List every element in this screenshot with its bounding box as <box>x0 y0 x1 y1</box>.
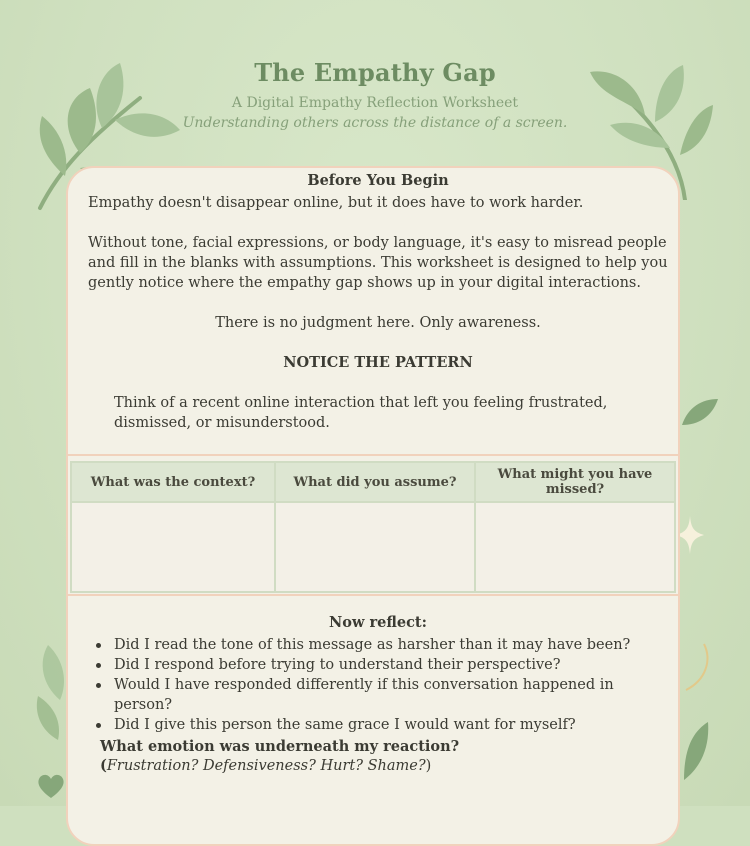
reflect-section <box>88 614 668 735</box>
intro-section <box>88 172 668 333</box>
emotion-examples <box>100 757 660 774</box>
list-item-text: Would I have responded differently if this conversation happened in person? <box>114 677 614 713</box>
emotion-examples-text: Frustration? Defensiveness? Hurt? Shame? <box>106 758 426 774</box>
list-item <box>94 675 668 715</box>
sparkle-icon <box>676 516 704 554</box>
leaf-shape <box>682 399 718 425</box>
reflection-table <box>70 461 676 593</box>
page-title: The Empathy Gap <box>254 58 496 87</box>
list-item-text: Did I read the tone of this message as harsher than it may have been? <box>114 637 631 653</box>
column-header-missed: What might you have missed? <box>475 462 675 502</box>
worksheet-header <box>0 58 750 131</box>
list-item <box>94 635 668 655</box>
list-item-text: Did I respond before trying to understand their perspective? <box>114 657 561 673</box>
bullet-icon <box>96 663 101 668</box>
list-item <box>94 655 668 675</box>
list-item <box>94 715 668 735</box>
leaf-shape <box>37 696 59 740</box>
close-paren: ) <box>425 758 432 774</box>
list-item-text: Did I give this person the same grace I would want for myself? <box>114 717 576 733</box>
intro-paragraph: Without tone, facial expressions, or body language, it's easy to misread people and fill in the blanks with assumptions. This worksheet is designed to help you gently notice where the empathy gap shows up in your digital interactions. <box>88 235 668 291</box>
column-header-assumption: What did you assume? <box>275 462 475 502</box>
intro-paragraph: There is no judgment here. Only awareness. <box>215 315 541 331</box>
worksheet-card <box>66 166 680 846</box>
bullet-icon <box>96 643 101 648</box>
reflect-heading: Now reflect: <box>329 614 427 631</box>
leaf-shape <box>684 722 708 780</box>
reflection-table-band <box>66 454 680 596</box>
table-header-row <box>71 462 675 502</box>
emotion-question: What emotion was underneath my reaction? <box>100 738 460 755</box>
open-paren: ( <box>100 757 107 774</box>
missed-cell[interactable] <box>475 502 675 592</box>
intro-heading: Before You Begin <box>307 172 449 189</box>
intro-paragraph: Empathy doesn't disappear online, but it does have to work harder. <box>88 195 584 211</box>
emotion-section <box>100 738 660 774</box>
leaf-branch-icon <box>680 640 720 780</box>
bullet-icon <box>96 723 101 728</box>
leaf-branch-icon <box>680 395 720 430</box>
notice-section <box>88 354 668 433</box>
page-subtitle: A Digital Empathy Reflection Worksheet <box>231 95 519 111</box>
reflect-list <box>88 635 668 735</box>
table-row <box>71 502 675 592</box>
context-cell[interactable] <box>71 502 275 592</box>
heart-icon <box>36 772 66 800</box>
assumption-cell[interactable] <box>275 502 475 592</box>
bullet-icon <box>96 683 101 688</box>
notice-heading: NOTICE THE PATTERN <box>283 354 473 371</box>
column-header-context: What was the context? <box>71 462 275 502</box>
leaf-shape <box>43 645 64 700</box>
notice-prompt: Think of a recent online interaction that left you feeling frustrated, dismissed, or misunderstood. <box>114 395 608 431</box>
page-tagline: Understanding others across the distance of a screen. <box>182 115 568 131</box>
